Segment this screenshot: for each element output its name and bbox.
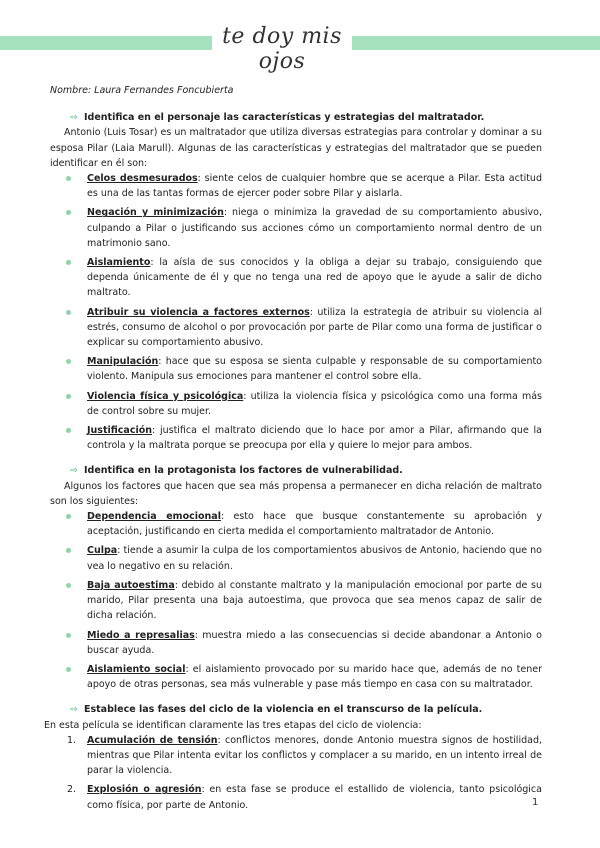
section2-intro: Algunos los factores que hacen que sea más propensa a permanecer en dicha relación de maltrato son los siguientes: [50,480,542,507]
page-number: 1 [532,797,539,808]
list-item: Culpa: tiende a asumir la culpa de los comportamientos abusivos de Antonio, haciendo que no vea lo negativo en su relación. [87,543,542,573]
list-item: Manipulación: hace que su esposa se sienta culpable y responsable de su comportamiento violento. Manipula sus emociones para mantener el control sobre ella. [87,354,542,384]
header-bar-left [0,36,212,50]
author-name: Nombre: Laura Fernandes Foncubierta [50,85,234,96]
arrow-right-icon: ⇨ [70,112,78,124]
section3-intro: En esta película se identifican claramente las tres etapas del ciclo de violencia: [44,719,422,731]
bullet-icon [66,514,71,519]
bullet-icon [66,633,71,638]
list-item: Baja autoestima: debido al constante maltrato y la manipulación emocional por parte de su marido, Pilar presenta una baja autoestima, que provoca que sea menos capaz de salir de dicha relación. [87,578,542,624]
bullet-icon [66,176,71,181]
bullet-icon [66,310,71,315]
bullet-icon [66,583,71,588]
document-title: te doy mis ojos [222,24,342,74]
bullet-icon [66,394,71,399]
list-item: Negación y minimización: niega o minimiza la gravedad de su comportamiento abusivo, culpando a Pilar o justificando sus acciones cómo un comportamiento normal dentro de un matrimonio sano. [87,205,542,251]
section3-heading: ⇨ Establece las fases del ciclo de la violencia en el transcurso de la película. [50,702,542,717]
bullet-icon [66,548,71,553]
list-item: Violencia física y psicológica: utiliza la violencia física y psicológica como una forma más de control sobre su mujer. [87,389,542,419]
list-item: Atribuir su violencia a factores externos: utiliza la estrategia de atribuir su violencia al estrés, consumo de alcohol o por provocación por parte de Pilar como una forma de justificar o explicar su comportamiento abusivo. [87,305,542,351]
list-item: 1. Acumulación de tensión: conflictos menores, donde Antonio muestra signos de hostilidad, mientras que Pilar intenta evitar los conflictos y complacer a su marido, en un intento irreal de parar la violencia. [67,734,542,777]
bullet-icon [66,667,71,672]
section1-intro: Antonio (Luis Tosar) es un maltratador que utiliza diversas estrategias para controlar y dominar a su esposa Pilar (Laia Marull). Algunas de las características y estrategias del maltratador que se pueden identificar en él son: [50,127,542,169]
list-item: Aislamiento social: el aislamiento provocado por su marido hace que, además de no tener apoyo de otras personas, sea más vulnerable y pase más tiempo en casa con su maltratador. [87,662,542,692]
bullet-icon [66,428,71,433]
list-item: Celos desmesurados: siente celos de cualquier hombre que se acerque a Pilar. Esta actitud es una de las tantas formas de ejercer poder sobre Pilar y aislarla. [87,171,542,201]
list-item: Justificación: justifica el maltrato diciendo que lo hace por amor a Pilar, afirmando que la controla y la maltrata porque se preocupa por ella y quiere lo mejor para ambos. [87,423,542,453]
list-item: 2. Explosión o agresión: en esta fase se produce el estallido de violencia, tanto psicológica como física, por parte de Antonio. [67,784,542,811]
list-item: Dependencia emocional: esto hace que busque constantemente su aprobación y aceptación, justificando en cierta medida el comportamiento maltratador de Antonio. [87,509,542,539]
section1-list [50,171,542,453]
header-bar-right [352,36,600,50]
section2-heading: ⇨ Identifica en la protagonista los factores de vulnerabilidad. [50,463,542,478]
arrow-right-icon: ⇨ [70,465,78,477]
bullet-icon [66,260,71,265]
bullet-icon [66,359,71,364]
bullet-icon [66,210,71,215]
document-body [44,83,543,817]
list-item: Aislamiento: la aísla de sus conocidos y la obliga a dejar su trabajo, consiguiendo que dependa únicamente de él y que no tenga una red de apoyo que le ayude a salir de dicho maltrato. [87,255,542,301]
list-item: Miedo a represalias: muestra miedo a las consecuencias si decide abandonar a Antonio o buscar ayuda. [87,628,542,658]
section1-heading: ⇨ Identifica en el personaje las características y estrategias del maltratador. [50,110,542,125]
section3-list [50,733,542,813]
arrow-right-icon: ⇨ [70,704,78,716]
section2-list [50,509,542,692]
